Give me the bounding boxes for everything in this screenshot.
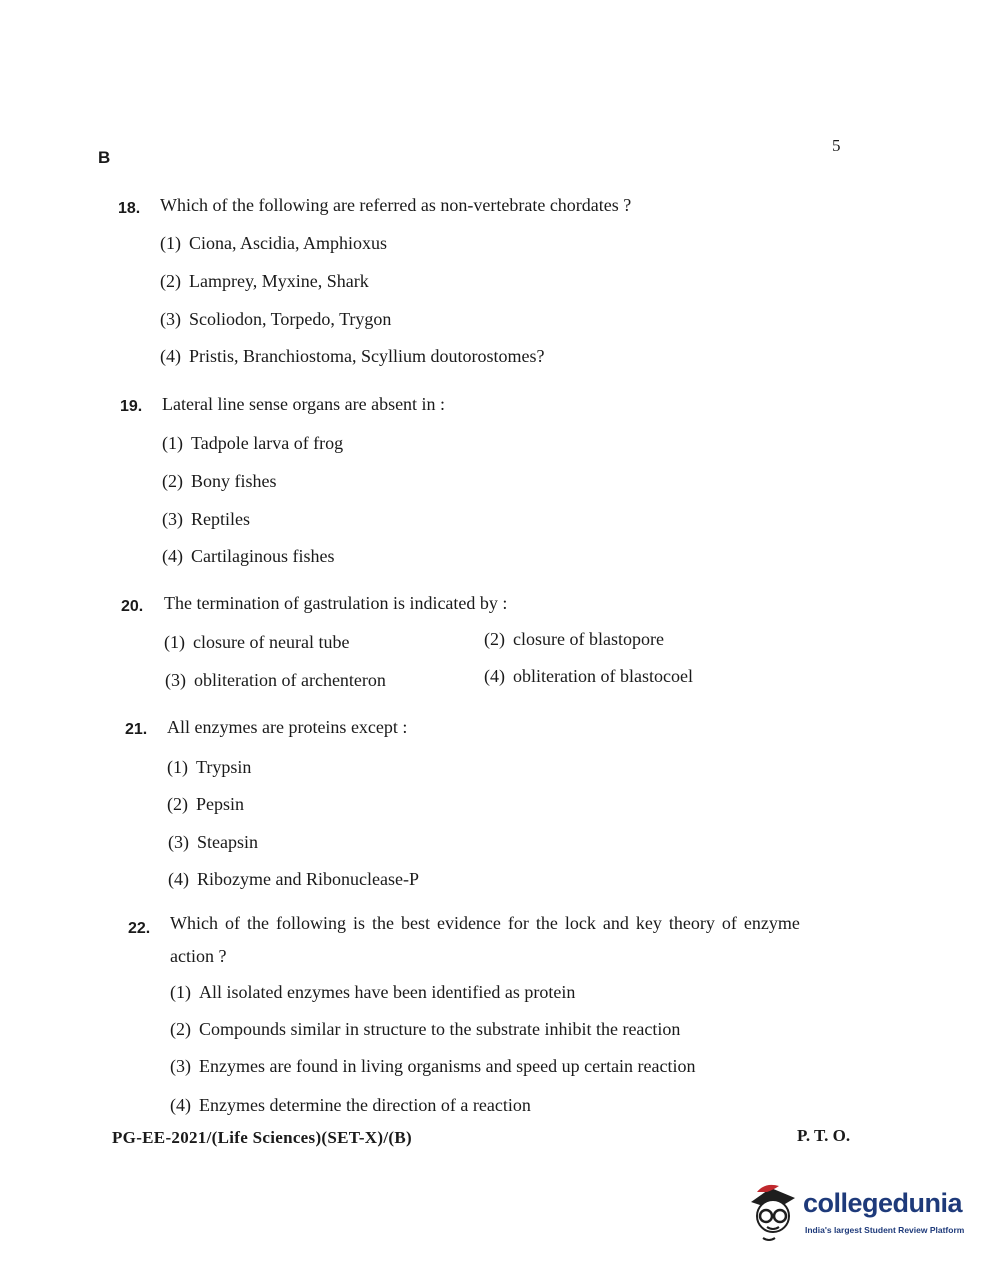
- watermark-logo: [745, 1180, 975, 1250]
- brand-tagline: India's largest Student Review Platform: [805, 1225, 965, 1235]
- option: (4) obliteration of blastocoel: [484, 666, 693, 686]
- option: (3) Reptiles: [162, 509, 250, 529]
- pto-label: P. T. O.: [797, 1126, 851, 1145]
- option: (3) Scoliodon, Torpedo, Trygon: [160, 309, 392, 329]
- question-number: 22.: [128, 920, 151, 937]
- option: (2) Pepsin: [167, 794, 245, 814]
- page-number: 5: [832, 136, 841, 155]
- option: (4) Ribozyme and Ribonuclease-P: [168, 869, 419, 889]
- option: (3) obliteration of archenteron: [165, 670, 386, 690]
- option: (4) Cartilaginous fishes: [162, 546, 335, 566]
- option: (3) Steapsin: [168, 832, 258, 852]
- option: (1) closure of neural tube: [164, 632, 350, 652]
- option: (2) Compounds similar in structure to the substrate inhibit the reaction: [170, 1019, 681, 1039]
- option: (2) Lamprey, Myxine, Shark: [160, 271, 369, 291]
- option: (1) Trypsin: [167, 757, 252, 777]
- option: (1) All isolated enzymes have been identified as protein: [170, 982, 576, 1002]
- option: (2) closure of blastopore: [484, 629, 664, 649]
- question-text: Lateral line sense organs are absent in :: [162, 394, 446, 414]
- question-number: 20.: [121, 598, 144, 615]
- question-number: 19.: [120, 398, 143, 415]
- question-number: 21.: [125, 721, 148, 738]
- mascot-icon: [745, 1180, 801, 1246]
- question-text: All enzymes are proteins except :: [167, 717, 408, 737]
- question-text: The termination of gastrulation is indicated by :: [164, 593, 508, 613]
- question-text: Which of the following is the best evidence for the lock and key theory of enzyme: [170, 913, 800, 933]
- series-label: B: [98, 148, 111, 167]
- option: (2) Bony fishes: [162, 471, 277, 491]
- brand-name: collegedunia: [803, 1188, 963, 1218]
- question-text: Which of the following are referred as non-vertebrate chordates ?: [160, 195, 632, 215]
- option: (3) Enzymes are found in living organisms and speed up certain reaction: [170, 1056, 696, 1076]
- option: (4) Enzymes determine the direction of a reaction: [170, 1095, 531, 1115]
- question-number: 18.: [118, 200, 141, 217]
- option: (1) Tadpole larva of frog: [162, 433, 344, 453]
- paper-code: PG-EE-2021/(Life Sciences)(SET-X)/(B): [112, 1128, 412, 1147]
- option: (4) Pristis, Branchiostoma, Scyllium doutorostomes?: [160, 346, 545, 366]
- option: (1) Ciona, Ascidia, Amphioxus: [160, 233, 387, 253]
- question-text-continued: action ?: [170, 946, 227, 966]
